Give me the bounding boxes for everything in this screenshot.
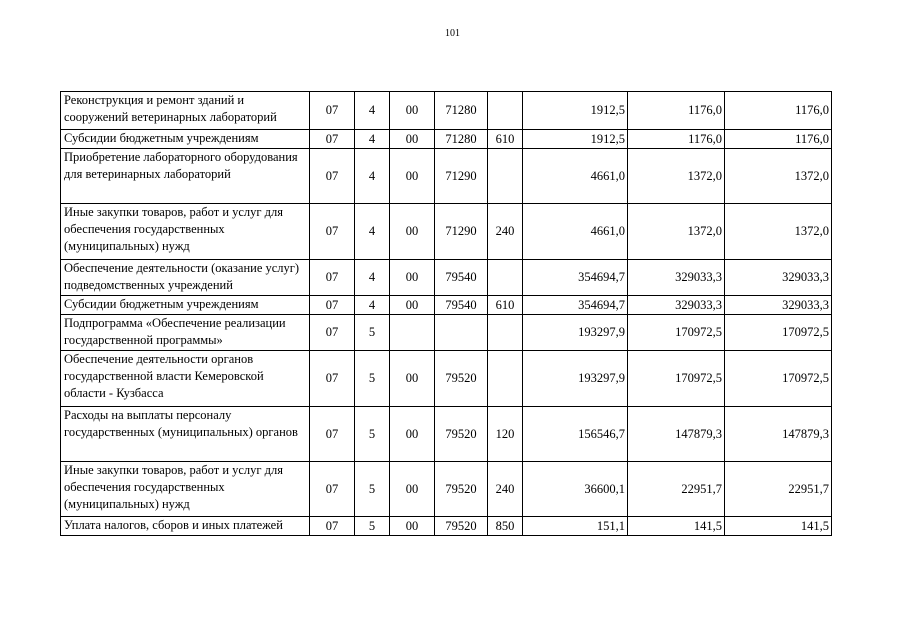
direction-code: 79520 — [435, 351, 488, 407]
section-code: 07 — [310, 407, 355, 462]
amount-year-2: 1176,0 — [628, 92, 725, 130]
subsection-code: 4 — [355, 92, 390, 130]
expense-type-code — [488, 351, 523, 407]
amount-year-3: 141,5 — [725, 517, 832, 536]
amount-year-3: 1176,0 — [725, 130, 832, 149]
row-name: Обеспечение деятельности (оказание услуг) подведомственных учреждений — [61, 260, 310, 296]
row-name: Расходы на выплаты персоналу государственных (муниципальных) органов — [61, 407, 310, 462]
row-name: Приобретение лабораторного оборудования для ветеринарных лабораторий — [61, 149, 310, 204]
table-row — [61, 130, 832, 149]
row-name: Подпрограмма «Обеспечение реализации государственной программы» — [61, 315, 310, 351]
amount-year-2: 170972,5 — [628, 351, 725, 407]
subsection-code: 5 — [355, 407, 390, 462]
expense-type-code — [488, 260, 523, 296]
direction-code: 71290 — [435, 204, 488, 260]
direction-code: 79540 — [435, 296, 488, 315]
expense-type-code — [488, 92, 523, 130]
amount-year-3: 1176,0 — [725, 92, 832, 130]
amount-year-1: 151,1 — [523, 517, 628, 536]
amount-year-1: 156546,7 — [523, 407, 628, 462]
row-name: Иные закупки товаров, работ и услуг для обеспечения государственных (муниципальных) нужд — [61, 204, 310, 260]
section-code: 07 — [310, 351, 355, 407]
section-code: 07 — [310, 315, 355, 351]
section-code: 07 — [310, 296, 355, 315]
table-row — [61, 351, 832, 407]
subsection-code: 5 — [355, 315, 390, 351]
subsection-code: 4 — [355, 130, 390, 149]
direction-code — [435, 315, 488, 351]
amount-year-3: 1372,0 — [725, 149, 832, 204]
amount-year-3: 329033,3 — [725, 260, 832, 296]
subsection-code: 4 — [355, 260, 390, 296]
table-row — [61, 296, 832, 315]
table-row — [61, 149, 832, 204]
section-code: 07 — [310, 130, 355, 149]
program-code: 00 — [390, 204, 435, 260]
direction-code: 79540 — [435, 260, 488, 296]
expense-type-code: 240 — [488, 204, 523, 260]
subsection-code: 5 — [355, 462, 390, 517]
table-row — [61, 260, 832, 296]
amount-year-3: 22951,7 — [725, 462, 832, 517]
expense-type-code — [488, 315, 523, 351]
subsection-code: 5 — [355, 517, 390, 536]
expense-type-code: 610 — [488, 296, 523, 315]
amount-year-3: 170972,5 — [725, 315, 832, 351]
program-code — [390, 315, 435, 351]
amount-year-1: 193297,9 — [523, 351, 628, 407]
subsection-code: 5 — [355, 351, 390, 407]
amount-year-3: 147879,3 — [725, 407, 832, 462]
budget-table — [60, 91, 832, 536]
row-name: Уплата налогов, сборов и иных платежей — [61, 517, 310, 536]
direction-code: 79520 — [435, 407, 488, 462]
program-code: 00 — [390, 260, 435, 296]
section-code: 07 — [310, 92, 355, 130]
direction-code: 71280 — [435, 92, 488, 130]
amount-year-2: 170972,5 — [628, 315, 725, 351]
amount-year-2: 329033,3 — [628, 296, 725, 315]
row-name: Субсидии бюджетным учреждениям — [61, 130, 310, 149]
amount-year-2: 141,5 — [628, 517, 725, 536]
amount-year-2: 147879,3 — [628, 407, 725, 462]
row-name: Субсидии бюджетным учреждениям — [61, 296, 310, 315]
subsection-code: 4 — [355, 149, 390, 204]
amount-year-2: 1176,0 — [628, 130, 725, 149]
expense-type-code: 610 — [488, 130, 523, 149]
row-name: Обеспечение деятельности органов государственной власти Кемеровской области - Кузбасса — [61, 351, 310, 407]
table-row — [61, 92, 832, 130]
section-code: 07 — [310, 260, 355, 296]
amount-year-1: 354694,7 — [523, 260, 628, 296]
amount-year-3: 1372,0 — [725, 204, 832, 260]
amount-year-1: 354694,7 — [523, 296, 628, 315]
table-row — [61, 204, 832, 260]
section-code: 07 — [310, 204, 355, 260]
program-code: 00 — [390, 130, 435, 149]
table-row — [61, 517, 832, 536]
amount-year-1: 4661,0 — [523, 204, 628, 260]
amount-year-1: 4661,0 — [523, 149, 628, 204]
subsection-code: 4 — [355, 296, 390, 315]
expense-type-code: 120 — [488, 407, 523, 462]
direction-code: 79520 — [435, 462, 488, 517]
amount-year-3: 170972,5 — [725, 351, 832, 407]
amount-year-2: 1372,0 — [628, 204, 725, 260]
table-row — [61, 462, 832, 517]
amount-year-1: 1912,5 — [523, 92, 628, 130]
amount-year-2: 22951,7 — [628, 462, 725, 517]
expense-type-code — [488, 149, 523, 204]
amount-year-3: 329033,3 — [725, 296, 832, 315]
subsection-code: 4 — [355, 204, 390, 260]
program-code: 00 — [390, 517, 435, 536]
amount-year-2: 329033,3 — [628, 260, 725, 296]
page-number: 101 — [445, 28, 460, 39]
table-row — [61, 407, 832, 462]
program-code: 00 — [390, 296, 435, 315]
expense-type-code: 240 — [488, 462, 523, 517]
direction-code: 79520 — [435, 517, 488, 536]
program-code: 00 — [390, 462, 435, 517]
program-code: 00 — [390, 407, 435, 462]
section-code: 07 — [310, 149, 355, 204]
program-code: 00 — [390, 92, 435, 130]
row-name: Реконструкция и ремонт зданий и сооружений ветеринарных лабораторий — [61, 92, 310, 130]
section-code: 07 — [310, 462, 355, 517]
amount-year-2: 1372,0 — [628, 149, 725, 204]
amount-year-1: 36600,1 — [523, 462, 628, 517]
table-row — [61, 315, 832, 351]
row-name: Иные закупки товаров, работ и услуг для обеспечения государственных (муниципальных) нужд — [61, 462, 310, 517]
amount-year-1: 1912,5 — [523, 130, 628, 149]
expense-type-code: 850 — [488, 517, 523, 536]
section-code: 07 — [310, 517, 355, 536]
direction-code: 71280 — [435, 130, 488, 149]
direction-code: 71290 — [435, 149, 488, 204]
amount-year-1: 193297,9 — [523, 315, 628, 351]
program-code: 00 — [390, 351, 435, 407]
program-code: 00 — [390, 149, 435, 204]
